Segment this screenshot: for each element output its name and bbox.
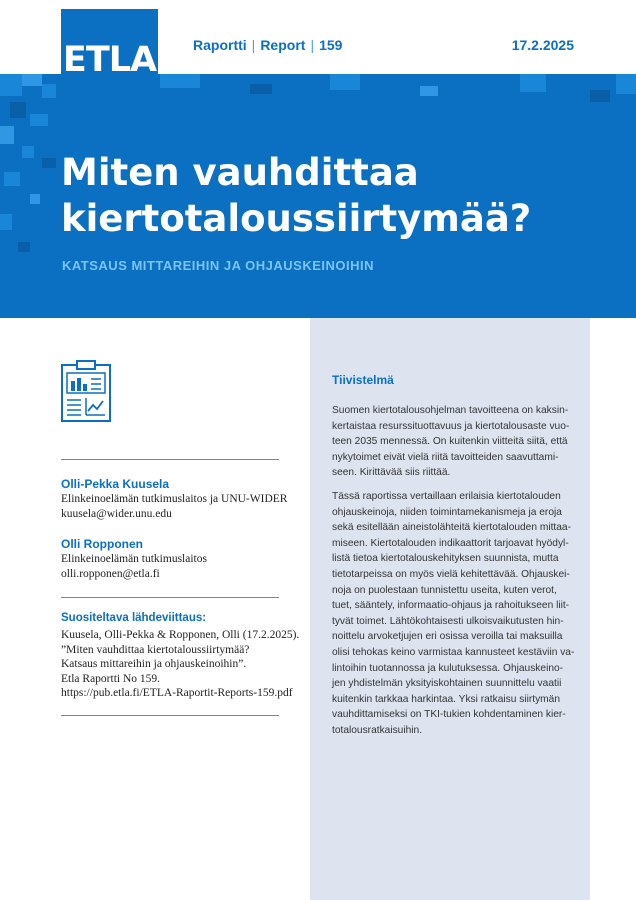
title-banner <box>0 74 636 318</box>
citation-heading: Suositeltava lähdeviittaus: <box>61 612 207 624</box>
citation-text <box>61 628 300 701</box>
logo-text: ETLA <box>62 39 157 80</box>
abstract-line: tuet, sääntely, informaatio-ohjaus ja rahoitukseen liit- <box>332 600 570 612</box>
decor-square <box>42 158 56 168</box>
decor-square <box>10 102 26 118</box>
abstract-line: totalousratkaisuihin. <box>332 724 423 736</box>
abstract-line: jen yhdistelmän yksityiskohtainen suunnittelu vaatii <box>332 678 562 690</box>
decor-square <box>160 74 200 88</box>
decor-square <box>0 126 14 144</box>
abstract-line: tyvät toimet. Lähtökohtaisesti ulkoisvaikutusten hin- <box>332 615 564 627</box>
abstract-heading: Tiivistelmä <box>332 373 394 387</box>
abstract-line: noittelu arvoketjujen eri osissa veroilla tai maksuilla <box>332 631 563 643</box>
abstract-line: ohjauskeinoja, niiden toimintamekanismeja ja eroja <box>332 506 562 518</box>
report-title <box>61 150 581 242</box>
decor-square <box>0 214 12 230</box>
decor-square <box>250 84 272 94</box>
citation-line: Kuusela, Olli-Pekka & Ropponen, Olli (17.2.2025). <box>61 629 300 641</box>
abstract-line: vauhdittamiseksi on TKI-tukien kohdentaminen kier- <box>332 709 566 721</box>
report-subtitle: KATSAUS MITTAREIHIN JA OHJAUSKEINOIHIN <box>62 258 374 273</box>
abstract-line: seen. Kirittävää siis riittää. <box>332 467 451 479</box>
decor-square <box>22 146 34 158</box>
abstract-line: miseen. Kiertotalouden indikaattorit tarjoavat hyödyl- <box>332 537 569 549</box>
abstract-line: olisi tehokas keino varmistaa kannusteet kestäviin va- <box>332 646 575 658</box>
author-name: Olli Ropponen <box>61 537 143 551</box>
abstract-panel <box>310 318 590 900</box>
author-affiliation: Elinkeinoelämän tutkimuslaitos <box>61 553 207 565</box>
divider <box>61 459 279 460</box>
author-email[interactable]: kuusela@wider.unu.edu <box>61 508 172 520</box>
abstract-paragraph-2 <box>332 489 574 739</box>
decor-square <box>590 90 610 102</box>
abstract-line: lintoihin tuotannossa ja kulutuksessa. Ohjauskeino- <box>332 662 564 674</box>
report-number: 159 <box>319 37 343 53</box>
title-line: Miten vauhdittaa <box>61 151 419 194</box>
citation-line: ”Miten vauhdittaa kiertotaloussiirtymää? <box>61 643 250 656</box>
abstract-line: nykytoimet eivät vielä riitä tavoitteiden saavuttami- <box>332 451 559 463</box>
abstract-line: kuitenkin tarkkaa harkintaa. Yksi ratkaisu siirtymän <box>332 693 560 705</box>
author-name: Olli-Pekka Kuusela <box>61 477 170 491</box>
decor-square <box>0 74 22 96</box>
abstract-line: Suomen kiertotalousohjelman tavoitteena on kaksin- <box>332 405 569 416</box>
decor-square <box>616 74 636 94</box>
report-series: Raportti | Report | 159 <box>193 37 343 53</box>
abstract-line: kertaistaa resurssituottavuus ja kiertotalousaste vuo- <box>332 420 570 432</box>
citation-line: Katsaus mittareihin ja ohjauskeinoihin”. <box>61 658 247 671</box>
report-chart-icon <box>61 360 111 422</box>
series-label-fi: Raportti <box>193 37 247 53</box>
title-line: kiertotaloussiirtymää? <box>61 197 532 240</box>
decor-square <box>4 172 20 186</box>
divider <box>61 715 279 716</box>
decor-square <box>22 74 42 86</box>
publication-date: 17.2.2025 <box>511 37 574 53</box>
abstract-line: noja on puolestaan tunnistettu useita, kuten verot, <box>332 584 557 596</box>
decor-square <box>520 74 546 92</box>
abstract-line: Tässä raportissa vertaillaan erilaisia kiertotalouden <box>332 491 561 502</box>
abstract-paragraph-1 <box>332 403 574 481</box>
author-email[interactable]: olli.ropponen@etla.fi <box>61 568 160 580</box>
decor-square <box>18 242 30 252</box>
divider <box>61 597 279 598</box>
decor-square <box>42 84 56 98</box>
decor-square <box>420 86 438 96</box>
decor-square <box>30 194 40 204</box>
series-label-en: Report <box>260 37 306 53</box>
abstract-line: listä tietoa kiertotalouskehityksen suunnista, mutta <box>332 553 559 565</box>
decor-square <box>330 74 360 90</box>
author-affiliation: Elinkeinoelämän tutkimuslaitos ja UNU-WIDER <box>61 493 288 505</box>
etla-logo <box>61 9 158 104</box>
citation-url[interactable]: https://pub.etla.fi/ETLA-Raportit-Reports-159.pdf <box>61 687 293 700</box>
abstract-line: sekä esitellään aineistolähteitä kiertotalouden mittaa- <box>332 522 571 534</box>
abstract-line: teen 2035 mennessä. On kuitenkin viitteitä siitä, että <box>332 436 568 448</box>
decor-square <box>30 114 48 126</box>
citation-line: Etla Raportti No 159. <box>61 672 161 685</box>
abstract-line: tietotarpeissa on myös vielä kehitettävää. Ohjauskei- <box>332 568 570 580</box>
